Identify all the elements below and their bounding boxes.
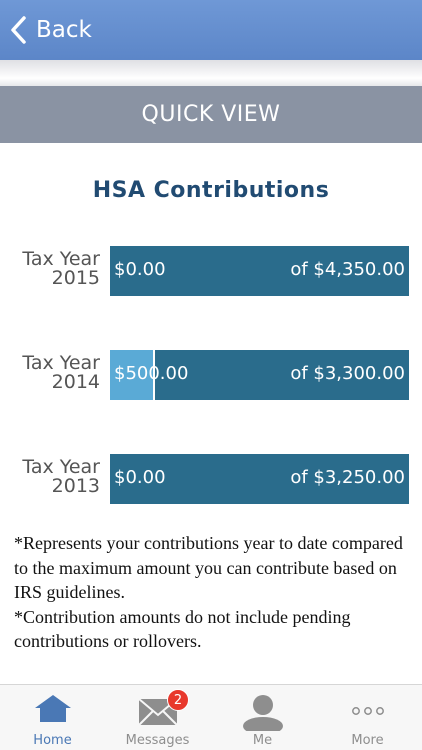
tab-bar [0, 684, 422, 750]
tax-year-value: 2015 [51, 267, 100, 289]
ellipsis-icon [348, 691, 388, 725]
tax-year-text: Tax Year [22, 352, 100, 374]
tab-home[interactable] [0, 685, 105, 750]
header-shadow [0, 60, 422, 86]
contribution-max: of $3,300.00 [290, 363, 405, 384]
page-title: HSA Contributions [92, 178, 330, 203]
section-banner: QUICK VIEW [0, 86, 422, 143]
contribution-row [0, 246, 422, 298]
tax-year-label [10, 250, 100, 288]
contribution-row [0, 454, 422, 506]
tab-label: Home [33, 733, 72, 748]
contribution-bar [110, 246, 409, 296]
tab-label: Me [252, 733, 273, 748]
chevron-left-icon [8, 15, 30, 45]
contribution-max: of $4,350.00 [290, 259, 405, 280]
tax-year-label [10, 354, 100, 392]
contribution-amount: $0.00 [114, 467, 166, 488]
tax-year-text: Tax Year [22, 248, 100, 270]
unread-badge: 2 [167, 689, 189, 711]
tab-label: Messages [125, 733, 190, 748]
contribution-amount: $500.00 [114, 363, 189, 384]
contribution-bar [110, 350, 409, 400]
footnote-line: *Represents your contributions year to date compared to the maximum amount you can contribute based on IRS guidelines. [14, 533, 403, 602]
tax-year-value: 2014 [51, 371, 100, 393]
tab-more[interactable] [315, 685, 420, 750]
tab-me[interactable] [210, 685, 315, 750]
tax-year-text: Tax Year [22, 456, 100, 478]
tab-label: More [351, 733, 384, 748]
footnote [14, 531, 414, 654]
navigation-bar [0, 0, 422, 60]
tax-year-label [10, 458, 100, 496]
back-button[interactable] [8, 12, 92, 48]
tax-year-value: 2013 [51, 475, 100, 497]
home-icon [33, 691, 73, 725]
footnote-line: *Contribution amounts do not include pending contributions or rollovers. [14, 606, 351, 651]
person-icon [241, 691, 285, 731]
contribution-row [0, 350, 422, 402]
contribution-amount: $0.00 [114, 259, 166, 280]
back-label: Back [36, 17, 92, 43]
contribution-bar [110, 454, 409, 504]
tab-messages[interactable] [105, 685, 210, 750]
contribution-max: of $3,250.00 [290, 467, 405, 488]
